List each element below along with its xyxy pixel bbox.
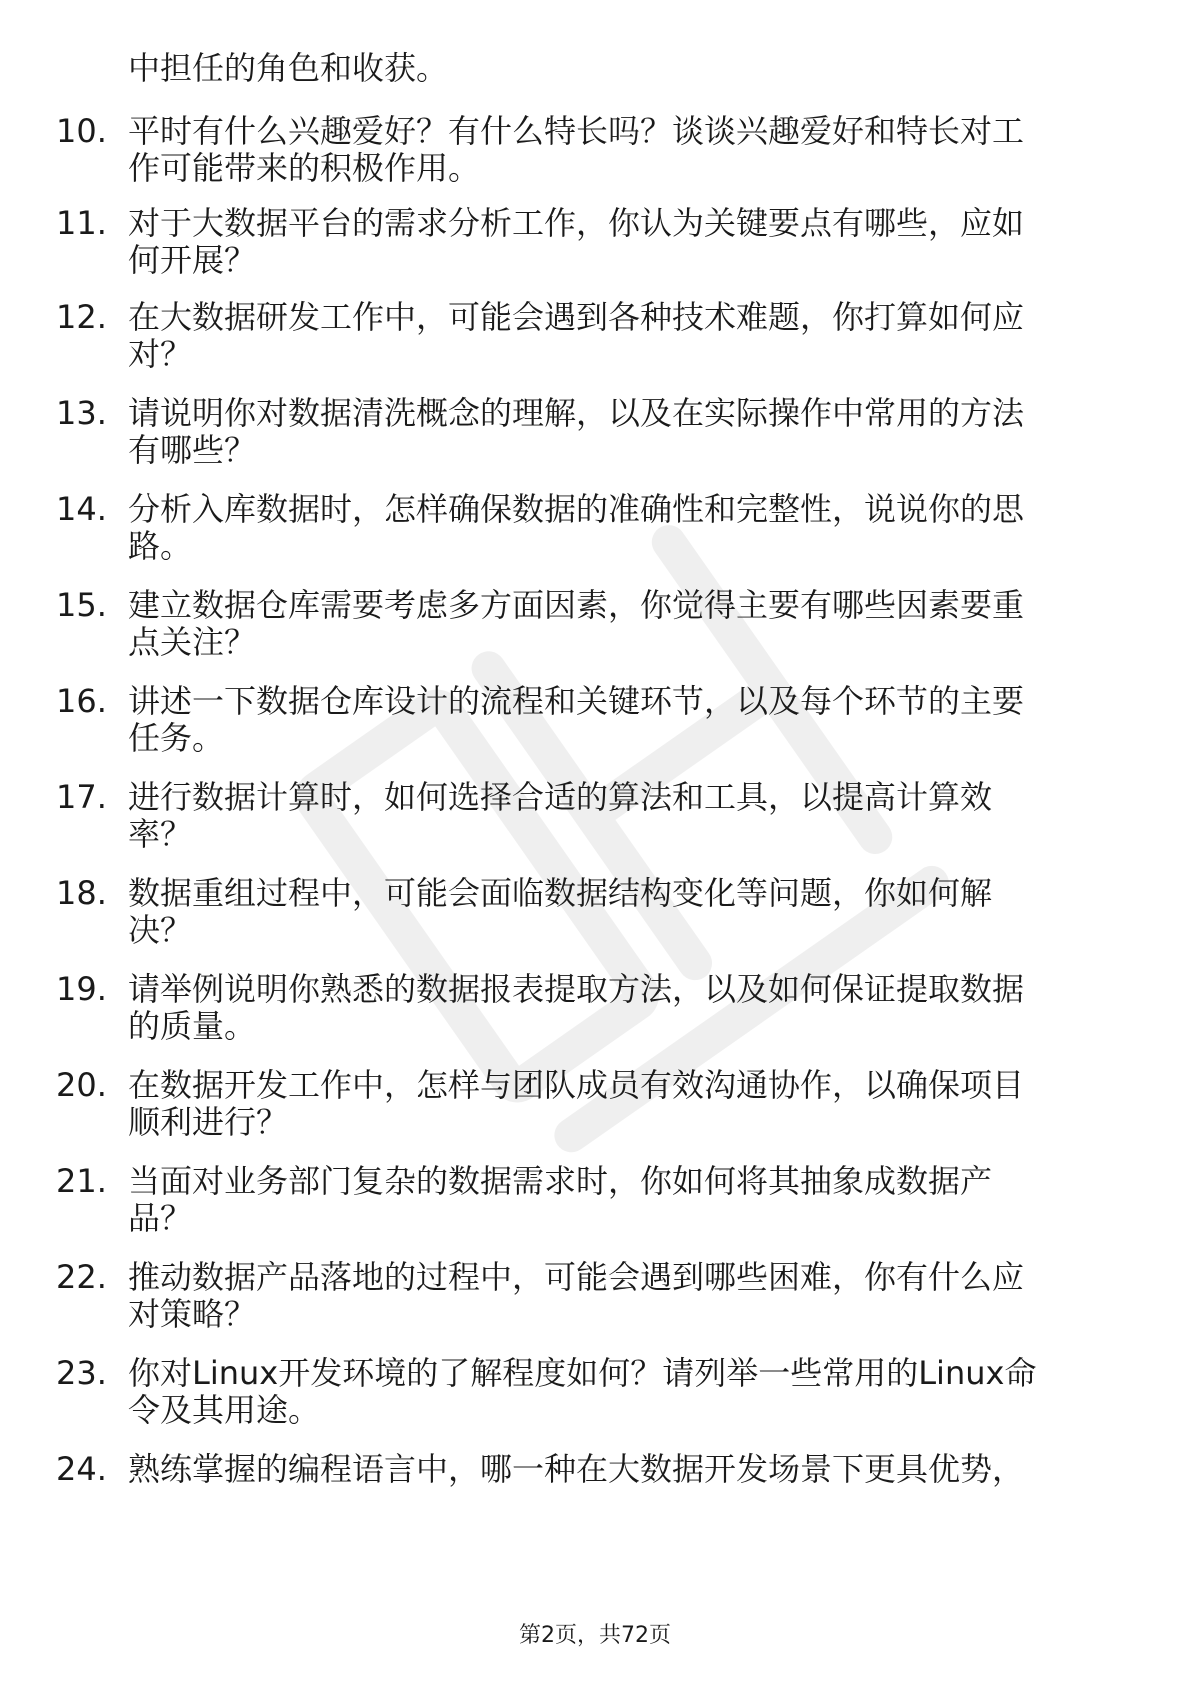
question-text-line: 何开展？ [128,241,257,279]
question-text-line: 数据重组过程中，可能会面临数据结构变化等问题，你如何解 [128,874,993,912]
question-number: 21. [56,1162,107,1200]
question-text-line: 对策略？ [128,1295,257,1333]
question-number: 13. [56,394,107,432]
question-text-line: 在大数据研发工作中，可能会遇到各种技术难题，你打算如何应 [128,298,1025,336]
question-number: 22. [56,1258,107,1296]
question-text-line: 在数据开发工作中，怎样与团队成员有效沟通协作，以确保项目 [128,1066,1025,1104]
page-footer: 第2页，共72页 [519,1623,671,1648]
question-text-line: 请举例说明你熟悉的数据报表提取方法，以及如何保证提取数据 [128,970,1025,1008]
question-text-line: 中担任的角色和收获。 [128,49,449,87]
question-text-line: 当面对业务部门复杂的数据需求时，你如何将其抽象成数据产 [128,1162,993,1200]
question-number: 24. [56,1450,107,1488]
question-text-line: 进行数据计算时，如何选择合适的算法和工具，以提高计算效 [128,778,993,816]
question-text-line: 请说明你对数据清洗概念的理解，以及在实际操作中常用的方法 [128,394,1025,432]
question-text-line: 讲述一下数据仓库设计的流程和关键环节，以及每个环节的主要 [128,682,1025,720]
question-number: 14. [56,490,107,528]
question-number: 20. [56,1066,107,1104]
question-text-line: 分析入库数据时，怎样确保数据的准确性和完整性，说说你的思 [128,490,1025,528]
question-number: 10. [56,112,107,150]
question-number: 12. [56,298,107,336]
question-number: 23. [56,1354,107,1392]
question-number: 16. [56,682,107,720]
question-text-line: 对？ [128,335,193,373]
question-text-line: 顺利进行？ [128,1103,289,1141]
question-text-line: 率？ [128,815,193,853]
question-text-line: 路。 [128,527,193,565]
question-number: 18. [56,874,107,912]
question-text-line: 有哪些？ [128,431,257,469]
question-text-line: 令及其用途。 [128,1391,321,1429]
question-number: 19. [56,970,107,1008]
question-text-line: 的质量。 [128,1007,257,1045]
question-text-line: 作可能带来的积极作用。 [128,149,481,187]
question-number: 11. [56,204,107,242]
question-text-line: 熟练掌握的编程语言中，哪一种在大数据开发场景下更具优势， [128,1450,1025,1488]
question-text-line: 你对Linux开发环境的了解程度如何？请列举一些常用的Linux命 [128,1354,1037,1392]
question-number: 15. [56,586,107,624]
question-text-line: 建立数据仓库需要考虑多方面因素，你觉得主要有哪些因素要重 [128,586,1025,624]
question-text-line: 推动数据产品落地的过程中，可能会遇到哪些困难，你有什么应 [128,1258,1025,1296]
question-text-line: 品？ [128,1199,193,1237]
question-number: 17. [56,778,107,816]
question-text-line: 点关注？ [128,623,257,661]
question-text-line: 决？ [128,911,193,949]
question-text-line: 任务。 [128,719,225,757]
question-text-line: 对于大数据平台的需求分析工作，你认为关键要点有哪些，应如 [128,204,1025,242]
question-text-line: 平时有什么兴趣爱好？有什么特长吗？谈谈兴趣爱好和特长对工 [128,112,1025,150]
